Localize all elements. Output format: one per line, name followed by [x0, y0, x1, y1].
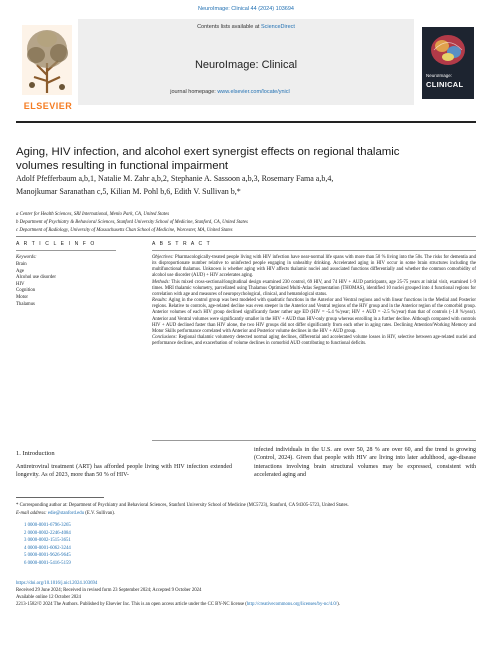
- keyword-item: Motor: [16, 294, 28, 300]
- keywords-list: [16, 262, 56, 308]
- orcid-link[interactable]: 1 0000-0001-6796-3265: [24, 523, 71, 528]
- affiliation-item: b Department of Psychiatry & Behavioral Sciences, Stanford University School of Medicine, Stanford, CA, United States: [16, 220, 248, 225]
- email-line: [16, 510, 476, 518]
- email-link[interactable]: edie@stanford.edu: [47, 510, 85, 516]
- email-suffix: (E.V. Sullivan).: [85, 510, 116, 516]
- abstract-heading: A B S T R A C T: [152, 241, 212, 247]
- header-divider: [16, 121, 476, 123]
- brain-icon: [428, 31, 468, 69]
- intro-column-left: Antiretroviral treatment (ART) has afforded people living with HIV infection extended longevity. As of 2023, more than 50 % of HIV-: [16, 464, 232, 479]
- authors-line-2[interactable]: Manojkumar Saranathan c,5, Kilian M. Pohl b,6, Edith V. Sullivan b,*: [16, 187, 241, 196]
- orcid-list: [24, 522, 71, 567]
- email-label: E-mail address:: [16, 510, 47, 516]
- orcid-link[interactable]: 3 0000-0002-1515-3651: [24, 538, 71, 543]
- license-link[interactable]: http://creativecommons.org/licenses/by-nc/4.0/: [246, 602, 338, 607]
- abstract-text: Pharmacologically-treated people living with HIV infection have near-normal life spans with more than 50 % living into the 50s. The risks for dementia and its disproportionate number relative to uninfected people engaging in unhealthy drinking. Accelerated aging in HIV occur in some brain structures including the multifunctional thalamus. Unknown is whether aging with HIV affects thalamic nuclei and associated functions differentially and whether the common comorbidity of alcohol use disorder (AUD) + HIV accelerates aging.: [152, 255, 476, 279]
- homepage-prefix: journal homepage:: [170, 89, 216, 95]
- affiliations: [16, 211, 436, 235]
- abstract-text: Regional thalamic volumetry detected normal aging declines, differential and accelerated volume losses in HIV, selective between age-related nuclei and performance declines, and exacerbation of volume declines in comorbid AUD contributing to functional deficits.: [152, 335, 476, 347]
- orcid-link[interactable]: 2 0000-0002-2246-4084: [24, 530, 71, 536]
- keyword-item: Age: [16, 268, 24, 274]
- abstract-label: Results:: [152, 298, 168, 304]
- keywords-label: Keywords:: [16, 255, 37, 260]
- homepage-line: [62, 89, 398, 95]
- article-title: Aging, HIV infection, and alcohol exert synergist effects on regional thalamic volumes resulting in functional impairment: [16, 146, 400, 172]
- publisher-name: ELSEVIER: [23, 101, 73, 111]
- abstract-paragraph: [152, 280, 476, 298]
- abstract-text: Aging in the control group was best modeled with quadratic functions in the Anterior and Ventral regions and with linear functions in the Medial and Posterior regions. Relative to controls, age-related decline was even steeper in the Anterior and Ventral regions of the HIV group and in the Anterior region of the comorbid group. Anterior volumes of each HIV group declined significantly faster rather age ED (HIV = -5.4 %/year; HIV + AUD = -2.5 %/year) than that of controls (-1.8 %/year). Anterior and Ventral volumes were significantly smaller in the HIV + AUD than HIV-only group whereas enrolling in a further decline. Although compared with controls HIV + AUD declined faster than HIV alone, the two HIV groups did not differ significantly from each other in aging rates. Declining Attention/Working Memory and Motor Skills performance correlated with Anterior and Posterior volume declines in the HIV + AUD group.: [152, 298, 476, 334]
- keyword-item: Thalamus: [16, 301, 35, 307]
- elsevier-tree-icon: [22, 25, 72, 95]
- orcid-link[interactable]: 4 0000-0001-6062-3244: [24, 545, 71, 551]
- abstract-label: Objectives:: [152, 255, 174, 260]
- keyword-item: HIV: [16, 281, 25, 287]
- abstract-paragraph: [152, 255, 476, 280]
- section-divider: [16, 236, 476, 237]
- article-metadata-footer: [16, 580, 476, 608]
- journal-title[interactable]: NeuroImage: Clinical: [194, 59, 298, 71]
- contents-prefix: Contents lists available at: [197, 24, 260, 30]
- article-info-divider: [16, 250, 116, 251]
- abstract-end-divider: [152, 440, 476, 441]
- abstract-divider: [152, 250, 476, 251]
- keyword-item: Brain: [16, 262, 27, 267]
- article-info-heading: A R T I C L E I N F O: [16, 241, 96, 247]
- footnote-divider: [16, 497, 104, 498]
- keyword-item: Alcohol use disorder: [16, 275, 56, 281]
- journal-cover[interactable]: [422, 27, 474, 99]
- corresponding-author-note: * Corresponding author at: Department of Psychiatry and Behavioral Sciences, Stanford University School of Medicine (MC5723), Stanford, CA 94305-5723, United States.: [16, 503, 349, 508]
- cover-title-line2: CLINICAL: [426, 80, 464, 89]
- section-heading-introduction: 1. Introduction: [16, 450, 55, 457]
- author-list: [16, 172, 456, 198]
- affiliation-item: c Department of Radiology, University of Massachusetts Chan School of Medicine, Worcester, MA, United States: [16, 228, 233, 233]
- abstract-label: Methods:: [152, 279, 170, 285]
- abstract-text: This mixed cross-sectional/longitudinal design examined 230 control, 69 HIV, and 74 HIV + AUD participants, age 25-75 years at initial visit, examined 1-9 times. MRI thalamic volumetry, parcellated using Thalamus Optimized Multi-Atlas Segmentation (THOMAS), identified 10 nuclei grouped into 4 functional regions for correlation with age and measures of neuropsychological, clinical, and hematological status.: [152, 279, 476, 297]
- abstract-paragraph: [152, 335, 476, 347]
- journal-reference[interactable]: NeuroImage: Clinical 44 (2024) 103694: [197, 6, 294, 12]
- abstract-label: Conclusions:: [152, 335, 178, 341]
- journal-header: [16, 19, 476, 119]
- license-line: [16, 601, 476, 608]
- doi-link[interactable]: https://doi.org/10.1016/j.nicl.2024.103694: [16, 581, 98, 586]
- abstract-paragraph: [152, 298, 476, 335]
- orcid-link[interactable]: 6 0000-0001-5416-5159: [24, 560, 71, 566]
- cover-title-line1: NeuroImage:: [426, 73, 453, 78]
- received-dates: Received 29 June 2024; Received in revised form 23 September 2024; Accepted 9 October 2024: [16, 588, 202, 593]
- homepage-link[interactable]: www.elsevier.com/locate/ynicl: [217, 89, 290, 95]
- orcid-link[interactable]: 5 0000-0001-9626-9645: [24, 553, 71, 558]
- available-online: Available online 12 October 2024: [16, 595, 81, 600]
- sciencedirect-link[interactable]: ScienceDirect: [260, 24, 295, 30]
- keyword-item: Cognition: [16, 288, 36, 294]
- abstract-body: [152, 255, 476, 347]
- authors-line-1[interactable]: Adolf Pfefferbaum a,b,1, Natalie M. Zahr a,b,2, Stephanie A. Sassoon a,b,3, Rosemary Fama a,b,4,: [16, 174, 334, 183]
- footnotes: [16, 502, 476, 517]
- affiliation-item: a Center for Health Sciences, SRI International, Menlo Park, CA, United States: [16, 212, 170, 217]
- contents-line: [78, 24, 414, 30]
- license-text: 2213-1582/© 2024 The Authors. Published by Elsevier Inc. This is an open access article under the CC BY-NC license (: [16, 602, 247, 607]
- intro-column-right: infected individuals in the U.S. are over 50, 28 % are over 60, and the trend is growing (Control, 2024). Given that people with HIV are living into later adulthood, age-disease interactions involving brain structural volumes may be expressed, consistent with accelerated aging and: [254, 447, 476, 479]
- elsevier-logo[interactable]: [16, 19, 78, 119]
- license-end: ).: [337, 602, 340, 607]
